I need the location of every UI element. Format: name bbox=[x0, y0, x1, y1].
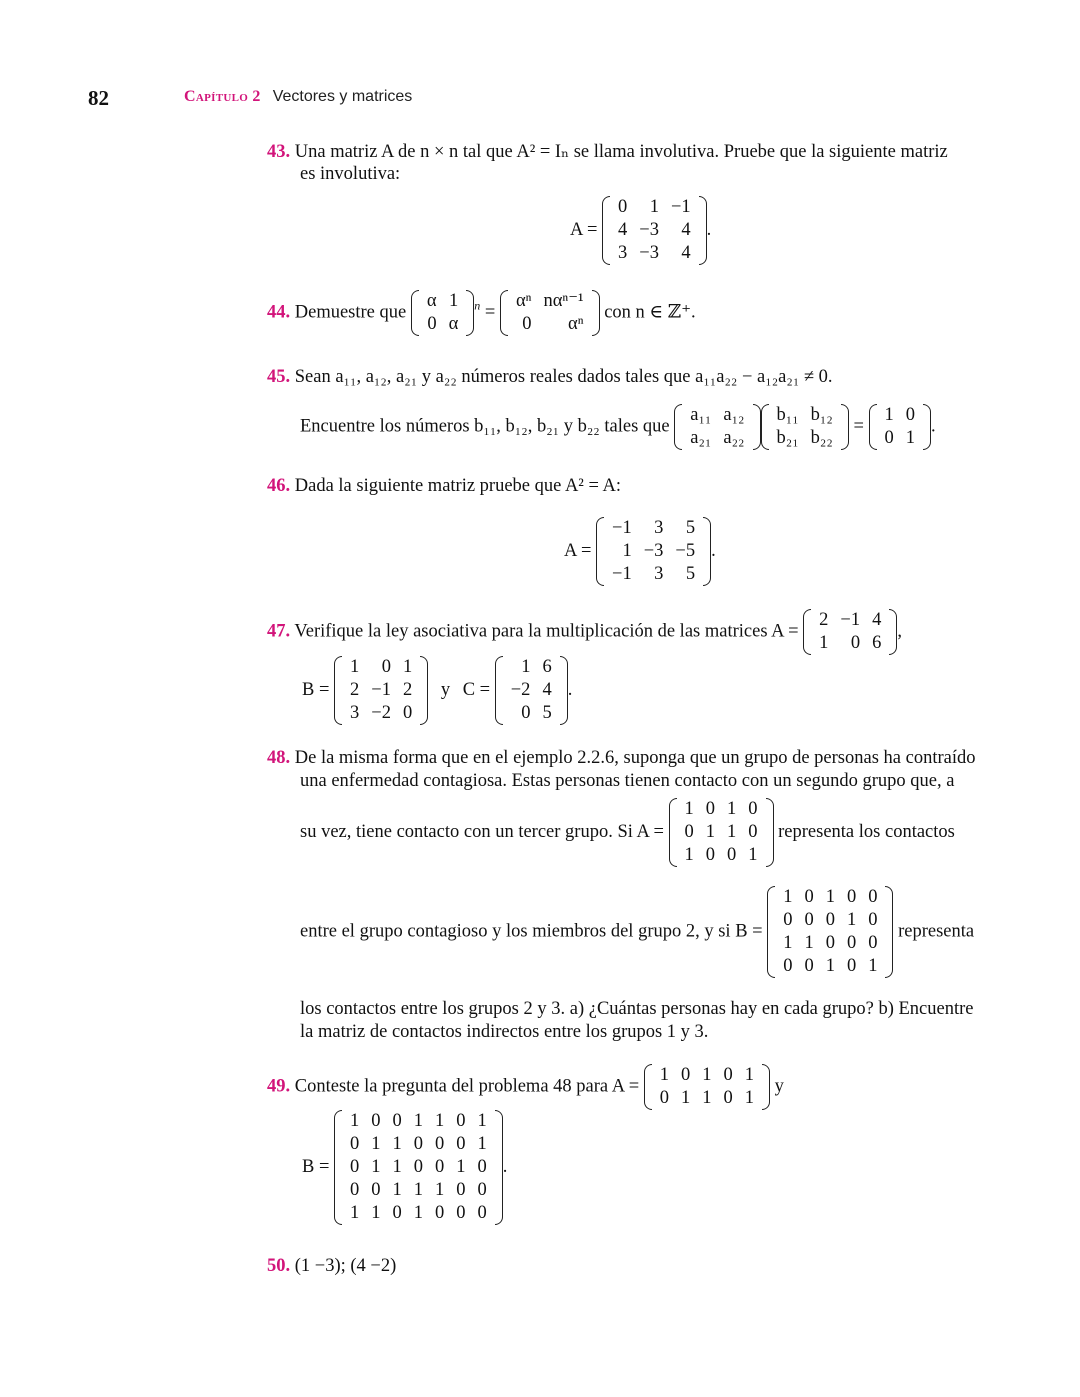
problem-text: Conteste la pregunta del problema 48 para bbox=[294, 1076, 609, 1097]
matrix-cell: b₁₂ bbox=[810, 405, 833, 425]
paren-left-icon bbox=[334, 656, 342, 725]
matrix-cell: 0 bbox=[748, 799, 758, 819]
problem-number: 45. bbox=[267, 367, 291, 387]
matrix-grid bbox=[777, 886, 883, 978]
problem-48-line2: una enfermedad contagiosa. Estas personas tienen contacto con un segundo grupo que, a bbox=[300, 771, 955, 791]
paren-left-icon bbox=[495, 656, 503, 725]
matrix-cell: 1 bbox=[819, 633, 829, 653]
problem-48 bbox=[267, 748, 975, 769]
matrix-cell: 4 bbox=[681, 243, 691, 263]
matrix-grid bbox=[421, 290, 464, 336]
matrix-row bbox=[679, 844, 764, 867]
matrix-cell: 6 bbox=[872, 633, 882, 653]
matrix-cell: 1 bbox=[435, 1111, 445, 1131]
problem-number: 46. bbox=[267, 476, 291, 496]
matrix-cell: 1 bbox=[521, 657, 531, 677]
problem-text: Encuentre los números b₁₁, b₁₂, b₂₁ y b₂₂ tales que bbox=[300, 416, 670, 437]
matrix-grid bbox=[344, 656, 418, 725]
matrix-row bbox=[505, 656, 558, 679]
matrix-row bbox=[777, 932, 883, 955]
paren-left-icon bbox=[500, 290, 508, 336]
matrix-cell: 1 bbox=[727, 822, 737, 842]
matrix-label: A = bbox=[564, 540, 592, 561]
matrix-right bbox=[500, 290, 600, 336]
matrix-row bbox=[679, 821, 764, 844]
matrix-cell: 6 bbox=[542, 657, 552, 677]
paren-right-icon bbox=[495, 1110, 503, 1225]
matrix-cell: 1 bbox=[413, 1203, 424, 1223]
matrix-a bbox=[644, 1064, 770, 1110]
problem-text: su vez, tiene contacto con un tercer grupo. Si A = bbox=[300, 821, 664, 842]
matrix-cell: 0 bbox=[681, 1065, 691, 1085]
matrix-cell: −1 bbox=[612, 564, 632, 584]
matrix-cell: 1 bbox=[350, 1111, 360, 1131]
matrix-cell: 0 bbox=[905, 405, 915, 425]
matrix-cell: 0 bbox=[846, 956, 857, 976]
matrix-cell: 0 bbox=[413, 1134, 424, 1154]
matrix-row bbox=[777, 909, 883, 932]
matrix-cell: −3 bbox=[639, 220, 659, 240]
matrix-cell: 1 bbox=[804, 933, 814, 953]
matrix-cell: 5 bbox=[685, 564, 696, 584]
paren-left-icon bbox=[596, 517, 604, 586]
matrix-cell: 1 bbox=[350, 657, 360, 677]
problem-text-after: con n ∈ ℤ⁺. bbox=[604, 302, 696, 323]
matrix-a bbox=[669, 798, 774, 867]
matrix-cell: 1 bbox=[435, 1180, 445, 1200]
matrix-cell: 0 bbox=[783, 910, 793, 930]
matrix-cell: 0 bbox=[850, 633, 861, 653]
matrix-cell: 0 bbox=[477, 1157, 487, 1177]
matrix-cell: 1 bbox=[392, 1180, 402, 1200]
matrix-cell: a₂₂ bbox=[723, 428, 745, 448]
problem-number: 47. bbox=[267, 621, 291, 642]
paren-right-icon bbox=[766, 798, 774, 867]
matrix-cell: 0 bbox=[435, 1134, 445, 1154]
matrix-cell: 0 bbox=[456, 1180, 466, 1200]
matrix-cell: 1 bbox=[727, 799, 737, 819]
problem-number: 48. bbox=[267, 748, 291, 768]
matrix-cell: nαⁿ⁻¹ bbox=[543, 291, 584, 311]
problem-number: 50. bbox=[267, 1256, 291, 1276]
matrix-row bbox=[344, 702, 418, 725]
matrix-row bbox=[612, 196, 697, 219]
matrix-cell: −2 bbox=[510, 680, 531, 700]
matrix-cell: 1 bbox=[402, 657, 413, 677]
matrix-cell: a₂₁ bbox=[690, 428, 712, 448]
matrix-identity bbox=[869, 404, 932, 450]
matrix-cell: 0 bbox=[783, 956, 793, 976]
matrix-cell: −1 bbox=[840, 610, 861, 630]
matrix-cell: 0 bbox=[825, 910, 835, 930]
matrix-cell: αⁿ bbox=[515, 291, 532, 311]
matrix-a bbox=[674, 404, 760, 450]
problem-number: 44. bbox=[267, 302, 291, 323]
matrix-row bbox=[879, 427, 922, 450]
paren-right-icon bbox=[753, 404, 761, 450]
problem-47-line2: B = 1 0 1 2 −1 2 3 −2 0 y C = 1 6 −2 4 0 5 . bbox=[302, 657, 573, 723]
matrix-cell: 0 bbox=[371, 1180, 381, 1200]
matrix-cell: 2 bbox=[402, 680, 413, 700]
matrix-cell: 0 bbox=[522, 314, 532, 334]
matrix bbox=[596, 517, 711, 586]
matrix-cell: 1 bbox=[783, 887, 793, 907]
matrix-cell: 1 bbox=[846, 910, 857, 930]
matrix-cell: 1 bbox=[681, 1088, 691, 1108]
matrix-cell: 0 bbox=[659, 1088, 670, 1108]
problem-text: Demuestre que bbox=[294, 302, 407, 323]
matrix-grid bbox=[684, 404, 750, 450]
paren-left-icon bbox=[644, 1064, 652, 1110]
matrix-grid bbox=[612, 196, 697, 265]
matrix-cell: −1 bbox=[670, 197, 691, 217]
matrix-cell: 1 bbox=[783, 933, 793, 953]
matrix-row bbox=[771, 427, 839, 450]
matrix-label: C = bbox=[462, 679, 491, 700]
matrix-b bbox=[334, 656, 428, 725]
paren-left-icon bbox=[674, 404, 682, 450]
matrix-cell: 0 bbox=[427, 314, 437, 334]
problem-text: De la misma forma que en el ejemplo 2.2.6, suponga que un grupo de personas ha contraído bbox=[294, 748, 976, 768]
paren-left-icon bbox=[869, 404, 877, 450]
matrix-cell: 2 bbox=[350, 680, 360, 700]
matrix-grid bbox=[606, 517, 701, 586]
matrix-cell: 0 bbox=[413, 1157, 424, 1177]
running-header bbox=[184, 88, 412, 106]
matrix bbox=[602, 196, 707, 265]
matrix-grid bbox=[505, 656, 558, 725]
paren-right-icon bbox=[466, 290, 474, 336]
paren-right-icon bbox=[699, 196, 707, 265]
problem-49-line2: B = 1 0 0 1 1 0 1 0 1 1 0 0 0 1 0 1 1 0 0 1 0 0 0 1 1 1 0 0 1 1 0 1 0 0 0 . bbox=[302, 1111, 508, 1223]
matrix-cell: 1 bbox=[684, 799, 694, 819]
matrix-cell: −1 bbox=[612, 518, 632, 538]
matrix-c bbox=[495, 656, 568, 725]
paren-right-icon bbox=[703, 517, 711, 586]
problem-text: (1 −3); (4 −2) bbox=[294, 1256, 397, 1276]
matrix-cell: b₁₁ bbox=[776, 405, 799, 425]
matrix-cell: 1 bbox=[825, 956, 835, 976]
matrix-cell: 0 bbox=[846, 887, 857, 907]
matrix-cell: 0 bbox=[392, 1111, 402, 1131]
matrix-cell: 1 bbox=[659, 1065, 670, 1085]
matrix-row bbox=[612, 242, 697, 265]
matrix-cell: 1 bbox=[744, 1088, 755, 1108]
problem-text: Sean a₁₁, a₁₂, a₂₁ y a₂₂ números reales dados tales que a₁₁a₂₂ − a₁₂a₂₁ ≠ 0. bbox=[294, 367, 833, 387]
paren-left-icon bbox=[334, 1110, 342, 1225]
matrix-cell: 0 bbox=[684, 822, 694, 842]
matrix-cell: 3 bbox=[654, 564, 664, 584]
matrix-row bbox=[344, 679, 418, 702]
matrix-cell: 0 bbox=[371, 1111, 381, 1131]
matrix-cell: −5 bbox=[675, 541, 696, 561]
matrix-cell: −2 bbox=[371, 703, 391, 723]
matrix-cell: 1 bbox=[413, 1180, 424, 1200]
matrix-row bbox=[510, 290, 590, 313]
matrix-cell: 1 bbox=[392, 1157, 402, 1177]
matrix-cell: 1 bbox=[684, 845, 694, 865]
problem-number: 49. bbox=[267, 1076, 291, 1097]
matrix-cell: 1 bbox=[477, 1134, 487, 1154]
conjunction: y bbox=[774, 1076, 784, 1097]
matrix-grid bbox=[771, 404, 839, 450]
paren-left-icon bbox=[803, 609, 811, 655]
problem-48-line3 bbox=[300, 798, 955, 867]
matrix-row bbox=[606, 540, 701, 563]
matrix-cell: α bbox=[426, 291, 437, 311]
matrix-row bbox=[344, 1133, 493, 1156]
matrix-label: B = bbox=[302, 679, 330, 700]
matrix-b bbox=[334, 1110, 503, 1225]
problem-text: Una matriz A de n × n tal que A² = Iₙ se llama involutiva. Pruebe que la siguiente matriz bbox=[294, 142, 948, 162]
matrix-label: A = bbox=[611, 1076, 640, 1097]
matrix-cell: 2 bbox=[819, 610, 829, 630]
matrix-row bbox=[654, 1064, 760, 1087]
exponent: n bbox=[474, 298, 481, 313]
matrix-cell: 0 bbox=[868, 910, 878, 930]
matrix-row bbox=[344, 1110, 493, 1133]
section-title: Vectores y matrices bbox=[272, 88, 413, 105]
matrix-cell: 1 bbox=[702, 1088, 712, 1108]
matrix-cell: 0 bbox=[825, 933, 835, 953]
problem-48-line5: los contactos entre los grupos 2 y 3. a) ¿Cuántas personas hay en cada grupo? b) Encuentre bbox=[300, 999, 974, 1019]
matrix-cell: 0 bbox=[804, 956, 814, 976]
matrix-cell: 1 bbox=[392, 1134, 402, 1154]
matrix-grid bbox=[813, 609, 887, 655]
matrix-row bbox=[505, 702, 558, 725]
matrix-cell: 0 bbox=[381, 657, 391, 677]
matrix-grid bbox=[344, 1110, 493, 1225]
matrix-row bbox=[879, 404, 922, 427]
matrix-row bbox=[777, 955, 883, 978]
matrix-cell: 3 bbox=[654, 518, 664, 538]
matrix-cell: b₂₁ bbox=[776, 428, 799, 448]
conjunction: y bbox=[440, 679, 451, 700]
matrix-a bbox=[803, 609, 897, 655]
matrix-cell: 0 bbox=[727, 845, 737, 865]
matrix-cell: 1 bbox=[413, 1111, 424, 1131]
matrix-cell: 1 bbox=[905, 428, 915, 448]
paren-right-icon bbox=[923, 404, 931, 450]
problem-text: entre el grupo contagioso y los miembros del grupo 2, y si B = bbox=[300, 921, 763, 942]
matrix-cell: 5 bbox=[685, 518, 696, 538]
matrix-row bbox=[344, 1156, 493, 1179]
matrix-cell: 0 bbox=[392, 1203, 402, 1223]
paren-left-icon bbox=[761, 404, 769, 450]
matrix-cell: 0 bbox=[456, 1111, 466, 1131]
matrix-cell: 0 bbox=[477, 1203, 487, 1223]
matrix-cell: 0 bbox=[868, 887, 878, 907]
matrix-row bbox=[421, 313, 464, 336]
matrix-cell: 1 bbox=[371, 1203, 381, 1223]
matrix-b bbox=[761, 404, 849, 450]
matrix-row bbox=[654, 1087, 760, 1110]
matrix-cell: 0 bbox=[884, 428, 894, 448]
matrix-cell: 0 bbox=[748, 822, 758, 842]
matrix-cell: 0 bbox=[804, 910, 814, 930]
matrix-b bbox=[767, 886, 893, 978]
matrix-cell: 0 bbox=[723, 1088, 733, 1108]
paren-right-icon bbox=[762, 1064, 770, 1110]
matrix-cell: −3 bbox=[639, 243, 659, 263]
matrix-cell: 4 bbox=[618, 220, 628, 240]
paren-right-icon bbox=[560, 656, 568, 725]
matrix-cell: 0 bbox=[723, 1065, 733, 1085]
matrix-cell: a₁₁ bbox=[690, 405, 712, 425]
matrix-cell: 1 bbox=[744, 1065, 755, 1085]
matrix-row bbox=[679, 798, 764, 821]
matrix-row bbox=[344, 1179, 493, 1202]
problem-43 bbox=[267, 141, 948, 163]
problem-text: Verifique la ley asociativa para la multiplicación de las matrices bbox=[294, 621, 768, 642]
matrix-grid bbox=[879, 404, 922, 450]
matrix-cell: 4 bbox=[542, 680, 552, 700]
matrix-row bbox=[813, 632, 887, 655]
matrix-cell: 3 bbox=[618, 243, 628, 263]
paren-left-icon bbox=[669, 798, 677, 867]
problem-45-line2: Encuentre los números b₁₁, b₁₂, b₂₁ y b₂₂ tales que a₁₁ a₁₂ a₂₁ a₂₂ b₁₁ b₁₂ b₂₁ b₂₂ = 1 0 0 1 . bbox=[300, 405, 936, 448]
matrix-cell: 1 bbox=[705, 822, 716, 842]
matrix-cell: 1 bbox=[456, 1157, 466, 1177]
matrix-grid bbox=[679, 798, 764, 867]
problem-text: Dada la siguiente matriz pruebe que A² = A: bbox=[294, 476, 622, 496]
matrix-cell: 3 bbox=[350, 703, 360, 723]
problem-number: 43. bbox=[267, 142, 291, 162]
matrix-row bbox=[684, 404, 750, 427]
matrix-cell: 1 bbox=[449, 291, 459, 311]
problem-43-line2: es involutiva: bbox=[300, 164, 401, 184]
matrix-cell: a₁₂ bbox=[723, 405, 745, 425]
matrix-row bbox=[510, 313, 590, 336]
matrix-cell: 0 bbox=[350, 1134, 360, 1154]
matrix-cell: 1 bbox=[622, 541, 632, 561]
problem-text: representa bbox=[898, 921, 975, 942]
matrix-cell: 1 bbox=[649, 197, 659, 217]
matrix-cell: 0 bbox=[402, 703, 413, 723]
problem-46 bbox=[267, 476, 621, 497]
matrix-cell: αⁿ bbox=[568, 314, 584, 334]
matrix-row bbox=[813, 609, 887, 632]
matrix-cell: 0 bbox=[435, 1157, 445, 1177]
paren-right-icon bbox=[420, 656, 428, 725]
matrix-cell: 0 bbox=[804, 887, 814, 907]
problem-48-line4 bbox=[300, 886, 974, 978]
matrix-cell: 0 bbox=[705, 799, 716, 819]
chapter-label: Capítulo 2 bbox=[184, 88, 261, 105]
matrix-cell: 0 bbox=[350, 1180, 360, 1200]
matrix-cell: 0 bbox=[521, 703, 531, 723]
matrix-row bbox=[505, 679, 558, 702]
matrix-row bbox=[684, 427, 750, 450]
matrix-cell: 0 bbox=[868, 933, 878, 953]
matrix-cell: 0 bbox=[456, 1203, 466, 1223]
paren-right-icon bbox=[592, 290, 600, 336]
matrix-grid bbox=[510, 290, 590, 336]
matrix-cell: 0 bbox=[350, 1157, 360, 1177]
matrix-cell: −1 bbox=[371, 680, 391, 700]
problem-50 bbox=[267, 1256, 396, 1277]
matrix-cell: 4 bbox=[872, 610, 882, 630]
matrix-cell: −3 bbox=[643, 541, 664, 561]
matrix-cell: 4 bbox=[681, 220, 691, 240]
matrix-cell: 1 bbox=[350, 1203, 360, 1223]
matrix-cell: α bbox=[448, 314, 459, 334]
matrix-cell: 1 bbox=[884, 405, 894, 425]
paren-right-icon bbox=[885, 886, 893, 978]
matrix-cell: 0 bbox=[456, 1134, 466, 1154]
problem-text: representa los contactos bbox=[778, 821, 955, 842]
matrix-label: B = bbox=[302, 1156, 330, 1177]
matrix-row bbox=[606, 563, 701, 586]
matrix-left bbox=[411, 290, 474, 336]
problem-44: 44. Demuestre que α 1 0 α $^n$ = αⁿ nαⁿ⁻¹ 0 αⁿ con n ∈ ℤ⁺. bbox=[267, 291, 696, 334]
matrix-grid bbox=[654, 1064, 760, 1110]
paren-left-icon bbox=[602, 196, 610, 265]
matrix-row bbox=[771, 404, 839, 427]
matrix-cell: 0 bbox=[477, 1180, 487, 1200]
matrix-row bbox=[344, 656, 418, 679]
matrix-cell: 0 bbox=[618, 197, 628, 217]
matrix-row bbox=[421, 290, 464, 313]
matrix-cell: 1 bbox=[371, 1134, 381, 1154]
problem-45 bbox=[267, 367, 833, 388]
matrix-cell: 0 bbox=[846, 933, 857, 953]
matrix-cell: 5 bbox=[542, 703, 552, 723]
matrix-cell: 1 bbox=[825, 887, 835, 907]
matrix-cell: 1 bbox=[477, 1111, 487, 1131]
problem-48-line6: la matriz de contactos indirectos entre los grupos 1 y 3. bbox=[300, 1022, 709, 1042]
matrix-46: A = −1 3 5 1 −3 −5 −1 3 5 . bbox=[564, 518, 716, 584]
matrix-label: A = bbox=[771, 621, 799, 642]
matrix-row bbox=[777, 886, 883, 909]
matrix-cell: 1 bbox=[702, 1065, 712, 1085]
matrix-row bbox=[612, 219, 697, 242]
paren-left-icon bbox=[767, 886, 775, 978]
matrix-row bbox=[344, 1202, 493, 1225]
matrix-cell: b₂₂ bbox=[810, 428, 833, 448]
matrix-cell: 0 bbox=[435, 1203, 445, 1223]
matrix-cell: 1 bbox=[371, 1157, 381, 1177]
matrix-cell: 1 bbox=[868, 956, 878, 976]
matrix-cell: 0 bbox=[705, 845, 716, 865]
paren-left-icon bbox=[411, 290, 419, 336]
matrix-label: A = bbox=[570, 219, 598, 240]
matrix-cell: 1 bbox=[748, 845, 758, 865]
matrix-43: A = 0 1 −1 4 −3 4 3 −3 4 . bbox=[570, 197, 712, 263]
paren-right-icon bbox=[841, 404, 849, 450]
matrix-row bbox=[606, 517, 701, 540]
problem-47: 47. Verifique la ley asociativa para la multiplicación de las matrices A = 2 −1 4 1 0 6 , bbox=[267, 610, 902, 653]
problem-49 bbox=[267, 1064, 784, 1110]
page-number: 82 bbox=[88, 86, 109, 110]
